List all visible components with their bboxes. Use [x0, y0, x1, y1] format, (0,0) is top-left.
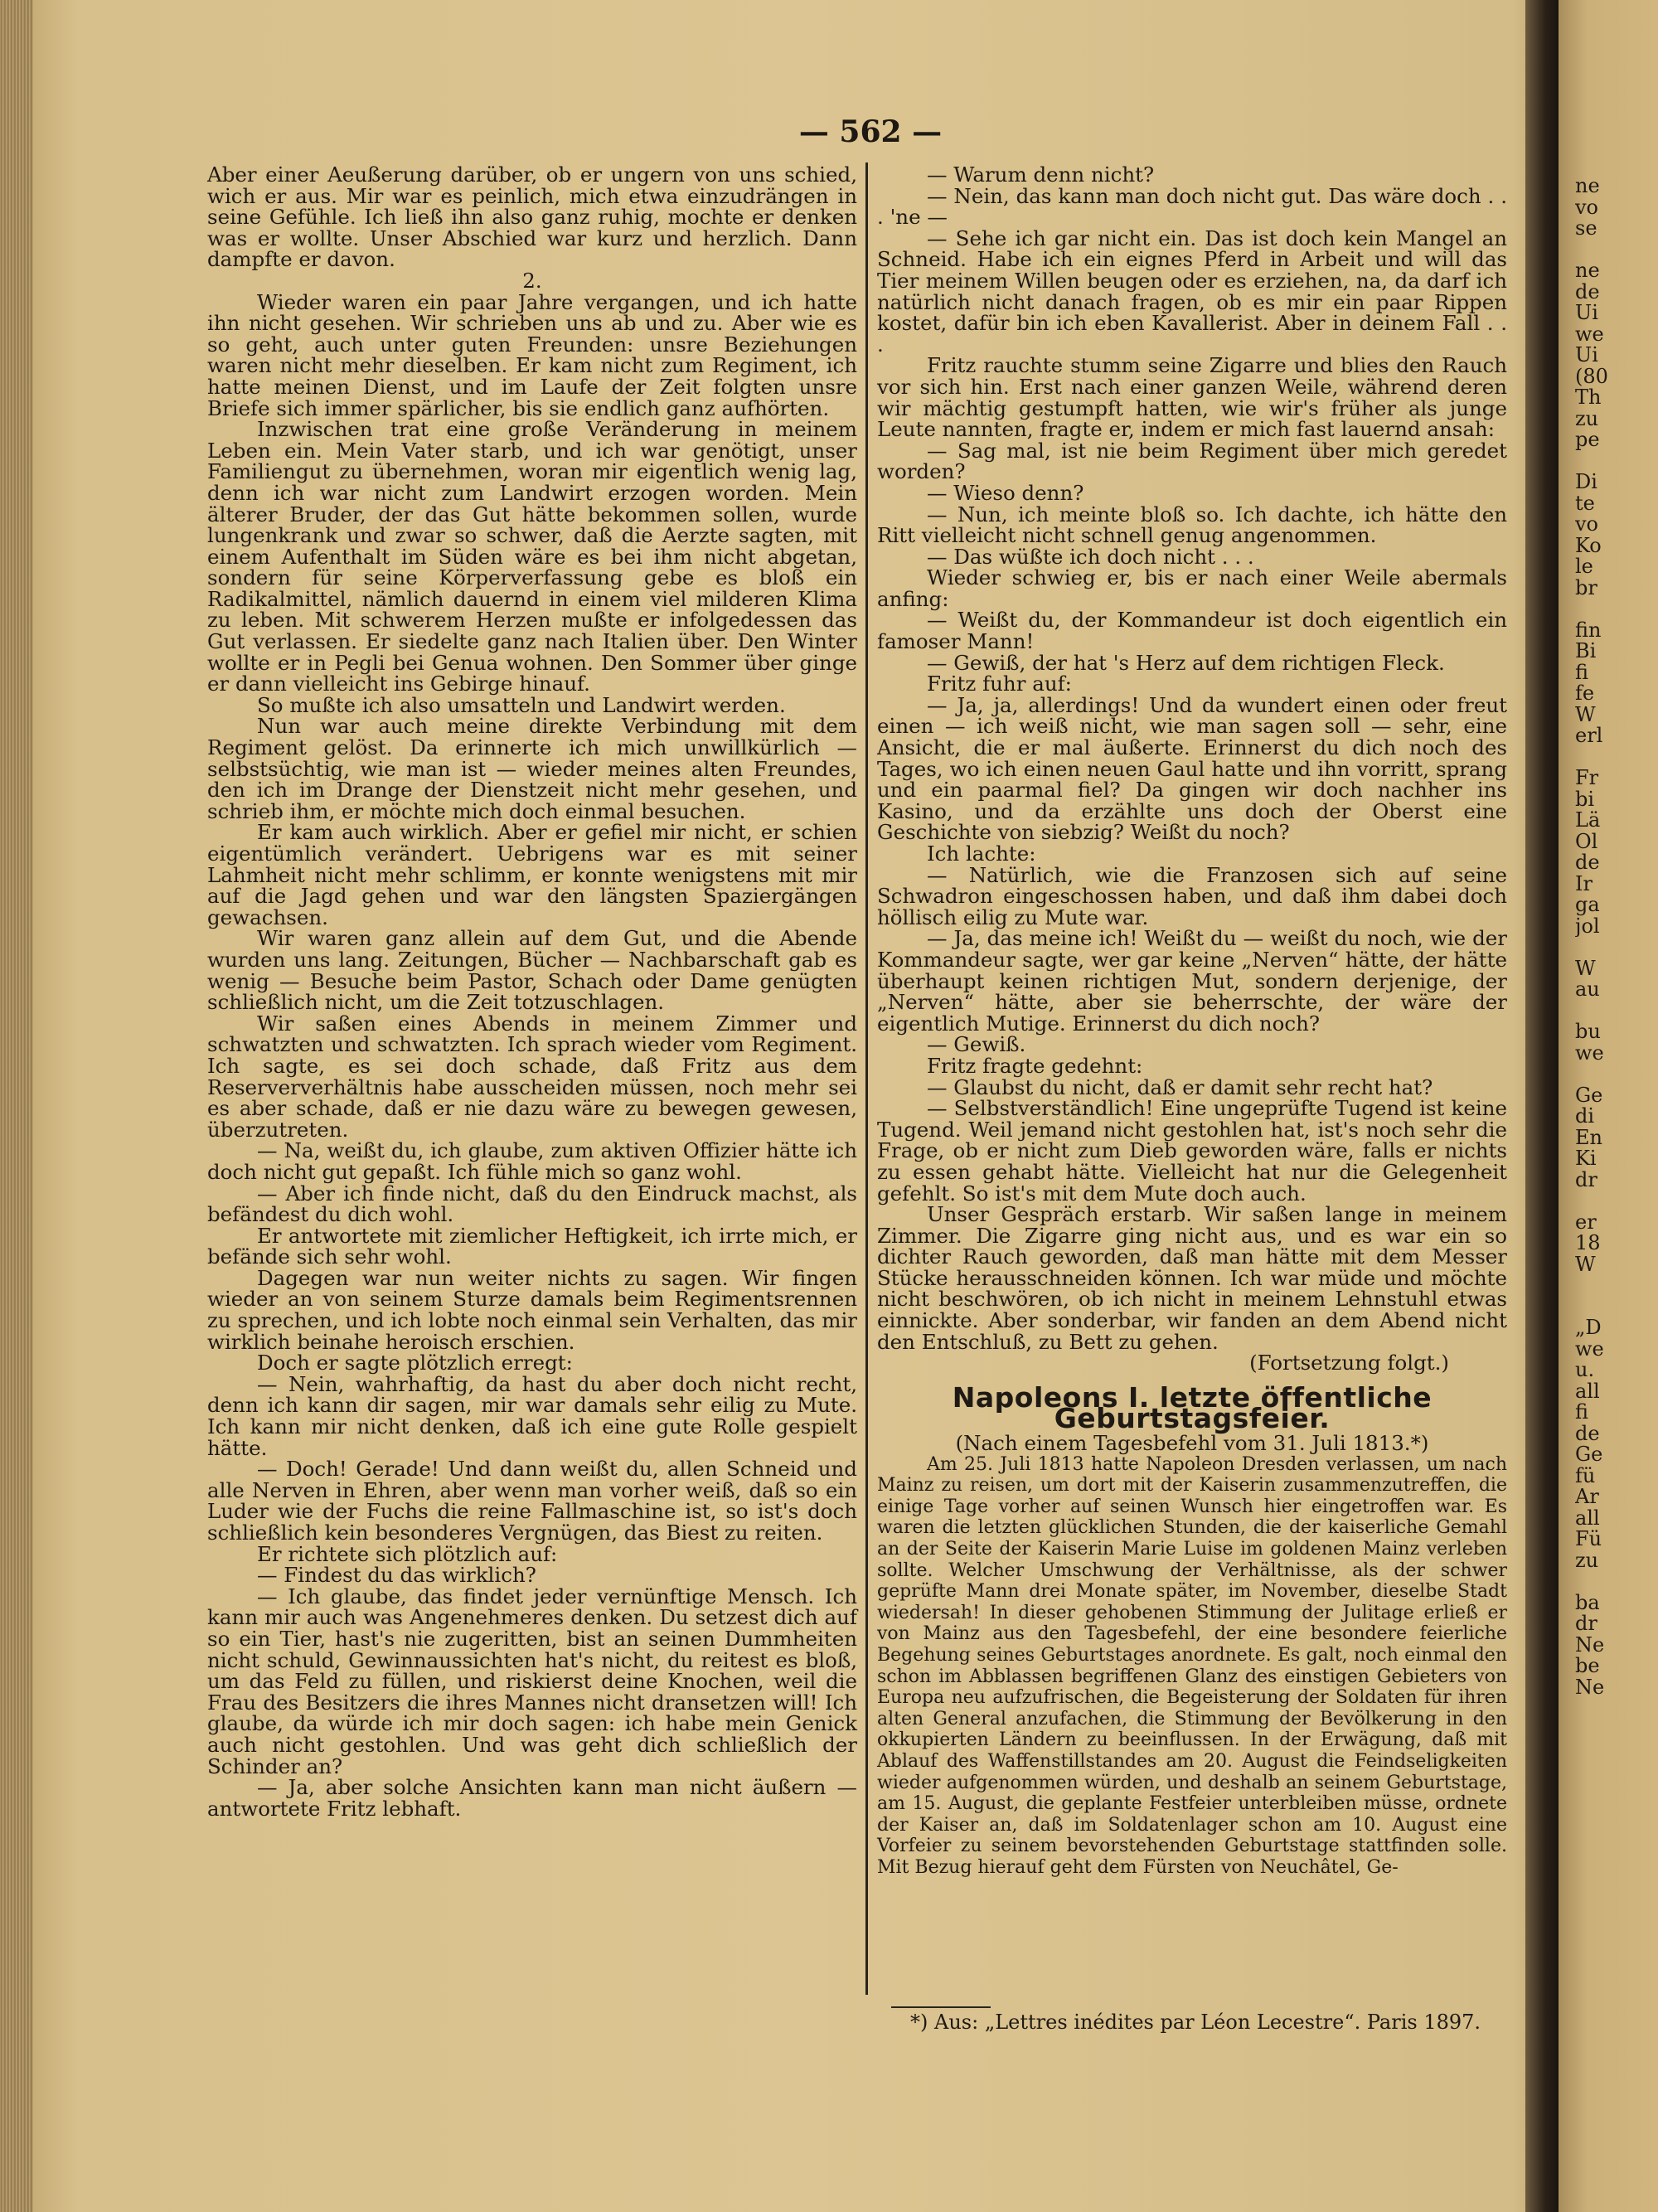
adjacent-page-fragment-line: 18 [1575, 1233, 1601, 1254]
adjacent-page-fragment-line: Ui [1575, 303, 1598, 324]
left-paragraph: Er kam auch wirklich. Aber er gefiel mir nicht, er schien eigentümlich verändert. Uebrigens war es mit seiner Lahmheit nicht mehr schlimm, er konnte wenigstens mit mir auf die Jagd gehen und war den längsten Spaziergängen gewachsen. [207, 820, 857, 929]
adjacent-page-fragment-line: En [1575, 1127, 1602, 1148]
left-paragraph: Inzwischen trat eine große Veränderung in meinem Leben ein. Mein Vater starb, und ich war genötigt, unser Familiengut zu übernehmen, woran mir eigentlich wenig lag, denn ich war nicht zum Landwirt erzogen worden. Mein älterer Bruder, der das Gut hätte bekommen sollen, wurde lungenkrank und zwar so schwer, daß die Aerzte sagten, mit einem Aufenthalt im Süden wäre es bei ihm nicht abgetan, sondern für seine Körperverfassung gebe es bloß ein Radikalmittel, nämlich dauernd in einem viel milderen Klima zu leben. Mit schwerem Herzen mußte er infolgedessen das Gut verlassen. Er siedelte ganz nach Italien über. Den Winter wollte er in Pegli bei Genua wohnen. Den Sommer über ginge er dann vielleicht ins Gebirge hinauf. [207, 417, 857, 696]
left-paragraph: Wir waren ganz allein auf dem Gut, und die Abende wurden uns lang. Zeitungen, Bücher — Nachbarschaft gab es wenig — Besuche beim Pastor, Schach oder Dame genügten schließlich nicht, um die Zeit totzuschlagen. [207, 926, 857, 1015]
right-paragraph: — Natürlich, wie die Franzosen sich auf seine Schwadron eingeschossen haben, und daß ihm dabei doch höllisch eilig zu Mute war. [877, 862, 1507, 929]
left-paragraph: So mußte ich also umsatteln und Landwirt werden. [257, 692, 786, 717]
article-body: Am 25. Juli 1813 hatte Napoleon Dresden verlassen, um nach Mainz zu reisen, um dort mit der Kaiserin zusammenzutreffen, die einige Tage vorher auf seinen Wunsch hier eingetroffen war. Es waren die letzten glücklichen Stunden, die der kaiserliche Gemahl an der Seite der Kaiserin Marie Luise im goldenen Mainz verleben sollte. Welcher Umschwung der Verhältnisse, als der schwer geprüfte Mann drei Monate später, im November, dieselbe Stadt wiedersah! In dieser gehobenen Stimmung der Julitage erließ er von Mainz aus den Tagesbefehl, der eine besondere feierliche Begehung seines Geburtstages anordnete. Es galt, noch einmal den schon im Abblassen begriffenen Glanz des einstigen Gebieters von Europa neu aufzufrischen, die Begeisterung der Soldaten für ihren alten General anzufachen, die Stimmung der Bevölkerung in den okkupierten Ländern zu beeinflussen. In der Erwägung, daß mit Ablauf des Waffenstillstandes am 20. August die Feindseligkeiten wieder aufgenommen würden, und deshalb an seinem Geburtstage, am 15. August, die geplante Festfeier unterbleiben müsse, ordnete der Kaiser an, daß im Soldatenlager schon am 10. August eine Vorfeier zu seinem bevorstehenden Geburtstage stattfinden solle. Mit Bezug hierauf geht dem Fürsten von Neuchâtel, Ge- [877, 1453, 1507, 1878]
adjacent-page-fragment-line: fi [1575, 662, 1589, 683]
right-paragraph: — Sehe ich gar nicht ein. Das ist doch kein Mangel an Schneid. Habe ich ein eignes Pferd in Arbeit und will das Tier meinem Willen beugen oder es erziehen, na, da darf ich natürlich nicht danach fragen, ob es mir ein paar Rippen kostet, dafür bin ich eben Kavallerist. Aber in deinem Fall . . . [877, 226, 1507, 357]
column-divider [865, 163, 868, 1995]
adjacent-page-fragment-line [1575, 1191, 1658, 1212]
right-paragraph: — Nein, das kann man doch nicht gut. Das wäre doch . . . 'ne — [877, 183, 1507, 230]
footnote-rule [891, 2006, 991, 2008]
right-paragraph: — Gewiß, der hat 's Herz auf dem richtigen Fleck. [927, 650, 1445, 675]
adjacent-page-fragment-line: dr [1575, 1613, 1597, 1635]
left-paragraph: Doch er sagte plötzlich erregt: [257, 1351, 573, 1375]
adjacent-page-fragment-line: Ar [1575, 1487, 1599, 1508]
adjacent-page-fragment-line: (80 [1575, 366, 1608, 387]
right-paragraph: — Ja, ja, allerdings! Und da wundert einen oder freut einen — ich weiß nicht, wie man sagen soll — sehr, eine Ansicht, die er mal äußerte. Erinnerst du dich noch des Tages, wo ich einen neuen Gaul hatte und ihn vorritt, sprang und ein paarmal fiel? Da gingen wir doch nachher ins Kasino, und da erzählte uns doch der Oberst eine Geschichte von siebzig? Weißt du noch? [877, 692, 1507, 845]
adjacent-page-fragment-line: vo [1575, 196, 1599, 218]
adjacent-page-fragment-line: ne [1575, 260, 1600, 282]
article-title: Napoleons I. letzte öffentliche Geburtstagsfeier. [952, 1380, 1433, 1435]
right-paragraph: — Wieso denn? [927, 480, 1084, 505]
right-paragraph: Ich lachte: [927, 842, 1036, 866]
article-subtitle: (Nach einem Tagesbefehl vom 31. Juli 1813.*) [955, 1431, 1429, 1456]
left-paragraph: Wieder waren ein paar Jahre vergangen, und ich hatte ihn nicht gesehen. Wir schrieben uns ab und zu. Aber wie es so geht, auch unter guten Freunden: unsre Beziehungen waren nicht mehr dieselben. Er kam nicht zum Regiment, ich hatte meinen Dienst, und im Laufe der Zeit folgten unsre Briefe sich immer spärlicher, bis sie endlich ganz aufhörten. [207, 289, 857, 420]
adjacent-page-fragment-line: W [1575, 1254, 1596, 1275]
right-paragraph: Fritz rauchte stumm seine Zigarre und blies den Rauch vor sich hin. Erst nach einer ganzen Weile, während deren wir mächtig gestumpft hatten, wie wir's früher als junge Leute nannten, fragte er, indem er mich fast lauernd ansah: [877, 353, 1507, 442]
left-paragraph: — Findest du das wirklich? [257, 1563, 536, 1588]
adjacent-page-fragment-line [1575, 240, 1658, 261]
adjacent-page-fragment-line: Bi [1575, 641, 1597, 662]
left-paragraph: Wir saßen eines Abends in meinem Zimmer und schwatzten und schwatzten. Ich sprach wieder vom Regiment. Ich sagte, es sei doch schade, daß Fritz aus dem Reserververhältnis habe ausscheiden müssen, noch mehr sei es aber schade, daß er nie dazu wäre zu bewegen gewesen, überzutreten. [207, 1011, 857, 1142]
adjacent-page-fragment-line: bi [1575, 788, 1595, 810]
right-paragraph: — Ja, das meine ich! Weißt du — weißt du noch, wie der Kommandeur sagte, wer gar keine „Nerven“ hätte, der hätte überhaupt keinen richtigen Mut, sondern derjenige, der „Nerven“ hätte, aber sie beherrschte, der wäre der eigentlich Mutige. Erinnerst du dich noch? [877, 926, 1507, 1036]
adjacent-page-text [1575, 176, 1658, 1698]
section-number: 2. [522, 268, 542, 293]
left-paragraph: Nun war auch meine direkte Verbindung mit dem Regiment gelöst. Da erinnerte ich mich unwillkürlich — selbstsüchtig, wie man ist — wieder meines alten Freundes, den ich im Drange der Dienstzeit nicht mehr gesehen, und schrieb ihm, er möchte mich doch einmal besuchen. [207, 714, 857, 823]
right-column-body [877, 164, 1507, 1352]
left-paragraph: Er richtete sich plötzlich auf: [257, 1541, 558, 1566]
left-paragraph: Dagegen war nun weiter nichts zu sagen. Wir fingen wieder an von seinem Sturze damals beim Regimentsrennen zu sprechen, und ich lobte noch einmal sein Verhalten, das mir wirklich beinahe heroisch erschien. [207, 1265, 857, 1354]
book-page-edge [0, 0, 33, 2212]
right-column [877, 164, 1507, 1879]
adjacent-page-fragment-line [1575, 1571, 1658, 1593]
right-paragraph: — Selbstverständlich! Eine ungeprüfte Tugend ist keine Tugend. Weil jemand nicht gestohlen hat, ist's noch sehr die Frage, ob er nicht zum Dieb geworden wäre, falls er nichts zu essen gehabt hätte. Vielleicht hat nur die Gelegenheit gefehlt. So ist's mit dem Mute doch auch. [877, 1096, 1507, 1205]
adjacent-page-fragment-line [1575, 1297, 1658, 1318]
adjacent-page-fragment-line: Ol [1575, 831, 1598, 852]
left-paragraph: Er antwortete mit ziemlicher Heftigkeit, ich irrte mich, er befände sich sehr wohl. [207, 1223, 857, 1269]
adjacent-page-fragment-line: di [1575, 1106, 1595, 1128]
adjacent-page-fragment-line: Fr [1575, 768, 1599, 789]
adjacent-page-fragment-line: zu [1575, 1550, 1599, 1571]
right-paragraph: — Warum denn nicht? [927, 163, 1155, 187]
adjacent-page-fragment-line: au [1575, 979, 1600, 1001]
adjacent-page-fragment-line: W [1575, 704, 1596, 725]
adjacent-page-fragment-line: fe [1575, 683, 1595, 705]
adjacent-page-fragment-line: Th [1575, 387, 1602, 409]
right-paragraph: — Glaubst du nicht, daß er damit sehr recht hat? [927, 1074, 1433, 1099]
book-spine [1525, 0, 1559, 2212]
adjacent-page-fragment-line: all [1575, 1380, 1600, 1402]
adjacent-page-fragment-line: jol [1575, 915, 1600, 937]
adjacent-page-fragment-line [1575, 1064, 1658, 1085]
left-paragraph: — Na, weißt du, ich glaube, zum aktiven Offizier hätte ich doch nicht gut gepaßt. Ich fühle mich so ganz wohl. [207, 1138, 857, 1184]
adjacent-page-fragment-line [1575, 1275, 1658, 1297]
adjacent-page-fragment-line: de [1575, 852, 1600, 874]
left-paragraph: Aber einer Aeußerung darüber, ob er ungern von uns schied, wich er aus. Mir war es peinlich, mich etwa einzudrängen in seine Gefühle. Ich ließ ihn also ganz ruhig, mochte er denken was er wollte. Unser Abschied war kurz und herzlich. Dann dampfte er davon. [207, 163, 857, 272]
adjacent-page-fragment-line: all [1575, 1507, 1600, 1529]
adjacent-page-fragment-line: de [1575, 281, 1600, 303]
adjacent-page-fragment-line: fin [1575, 619, 1602, 641]
adjacent-page-fragment-line: er [1575, 1211, 1597, 1233]
right-paragraph: — Gewiß. [927, 1032, 1026, 1057]
left-section-body [207, 289, 857, 1821]
adjacent-page-fragment [1559, 0, 1658, 2212]
adjacent-page-fragment-line: te [1575, 492, 1595, 514]
left-column [207, 164, 857, 1819]
right-paragraph: — Weißt du, der Kommandeur ist doch eigentlich ein famoser Mann! [877, 608, 1507, 654]
footnote: *) Aus: „Lettres inédites par Léon Lecestre“. Paris 1897. [910, 2011, 1481, 2034]
adjacent-page-fragment-line: Ne [1575, 1634, 1605, 1656]
adjacent-page-fragment-line: Lä [1575, 810, 1601, 832]
right-paragraph: Wieder schwieg er, bis er nach einer Weile abermals anfing: [877, 565, 1507, 611]
right-paragraph: Unser Gespräch erstarb. Wir saßen lange in meinem Zimmer. Die Zigarre ging nicht aus, und es war ein so dichter Rauch geworden, daß man hätte mit dem Messer Stücke herausschneiden können. Ich war müde und möchte nicht beschwören, ob ich nicht in meinem Lehnstuhl etwas einnickte. Aber sonderbar, wir fanden an dem Abend nicht den Entschluß, zu Bett zu gehen. [877, 1202, 1507, 1354]
adjacent-page-fragment-line: vo [1575, 514, 1599, 536]
adjacent-page-fragment-line: Ir [1575, 873, 1593, 895]
adjacent-page-fragment-line: be [1575, 1656, 1600, 1677]
adjacent-page-fragment-line: ba [1575, 1592, 1600, 1613]
adjacent-page-fragment-line [1575, 1001, 1658, 1022]
left-paragraph: — Doch! Gerade! Und dann weißt du, allen Schneid und alle Nerven in Ehren, aber wenn man vorher weiß, daß so ein Luder wie der Fuchs die reine Fallmaschine ist, so ist's doch schließlich kein besonderes Vergnügen, das Biest zu reiten. [207, 1457, 857, 1545]
adjacent-page-fragment-line: Ge [1575, 1444, 1603, 1466]
adjacent-page-fragment-line: we [1575, 1042, 1604, 1064]
adjacent-page-fragment-line: we [1575, 1338, 1604, 1360]
adjacent-page-fragment-line: u. [1575, 1360, 1595, 1381]
right-paragraph: Fritz fragte gedehnt: [927, 1053, 1143, 1078]
adjacent-page-fragment-line: se [1575, 218, 1597, 240]
adjacent-page-fragment-line: Ki [1575, 1148, 1597, 1170]
adjacent-page-fragment-line: we [1575, 323, 1604, 345]
adjacent-page-fragment-line [1575, 937, 1658, 958]
left-paragraph: — Nein, wahrhaftig, da hast du aber doch nicht recht, denn ich kann dir sagen, mir war damals sehr eilig zu Mute. Ich kann mir nicht denken, daß ich eine gute Rolle gespielt hätte. [207, 1371, 857, 1460]
adjacent-page-fragment-line: „D [1575, 1317, 1602, 1339]
left-paragraph: — Ja, aber solche Ansichten kann man nicht äußern — antwortete Fritz lebhaft. [207, 1775, 857, 1821]
adjacent-page-fragment-line: ga [1575, 895, 1600, 916]
adjacent-page-fragment-line: W [1575, 958, 1596, 979]
right-paragraph: — Nun, ich meinte bloß so. Ich dachte, ich hätte den Ritt vielleicht nicht schnell genug angenommen. [877, 502, 1507, 548]
continuation-note: (Fortsetzung folgt.) [1249, 1351, 1449, 1375]
adjacent-page-fragment-line [1575, 599, 1658, 620]
adjacent-page-fragment-line: de [1575, 1423, 1600, 1444]
adjacent-page-fragment-line: fi [1575, 1402, 1589, 1424]
adjacent-page-fragment-line: bu [1575, 1021, 1601, 1043]
adjacent-page-fragment-line: Ge [1575, 1084, 1603, 1106]
left-paragraph: — Ich glaube, das findet jeder vernünftige Mensch. Ich kann mir auch was Angenehmeres denken. Du setzest dich auf so ein Tier, hast's nie zugeritten, bist an seinen Dummheiten nicht schuld, Gewinnaussichten hat's nicht, du reitest es bloß, um das Feld zu füllen, und riskierst deine Knochen, weil die Frau des Besitzers die ihres Mannes nicht dransetzen will! Ich glaube, da würde ich mir doch sagen: ich habe mein Genick auch nicht gestohlen. Und was geht dich schließlich der Schinder an? [207, 1584, 857, 1778]
right-paragraph: — Das wüßte ich doch nicht . . . [927, 544, 1254, 569]
adjacent-page-fragment-line: Di [1575, 472, 1597, 493]
right-paragraph: — Sag mal, ist nie beim Regiment über mich geredet worden? [877, 438, 1507, 484]
adjacent-page-fragment-line: br [1575, 577, 1597, 599]
adjacent-page-fragment-line: Ko [1575, 535, 1602, 556]
adjacent-page-fragment-line: pe [1575, 429, 1600, 451]
right-paragraph: Fritz fuhr auf: [927, 672, 1072, 696]
adjacent-page-fragment-line: zu [1575, 408, 1599, 429]
adjacent-page-fragment-line: le [1575, 556, 1593, 578]
adjacent-page-fragment-line: Ui [1575, 345, 1598, 366]
left-paragraph: — Aber ich finde nicht, daß du den Eindruck machst, als befändest du dich wohl. [207, 1181, 857, 1227]
adjacent-page-fragment-line [1575, 747, 1658, 769]
adjacent-page-fragment-line: Fü [1575, 1529, 1602, 1550]
adjacent-page-fragment-line: ne [1575, 176, 1600, 197]
adjacent-page-fragment-line: dr [1575, 1169, 1597, 1191]
adjacent-page-fragment-line: fü [1575, 1465, 1596, 1487]
adjacent-page-fragment-line [1575, 451, 1658, 473]
adjacent-page-fragment-line: erl [1575, 725, 1603, 747]
page-number: — 562 — [798, 114, 943, 149]
adjacent-page-fragment-line: Ne [1575, 1676, 1605, 1698]
